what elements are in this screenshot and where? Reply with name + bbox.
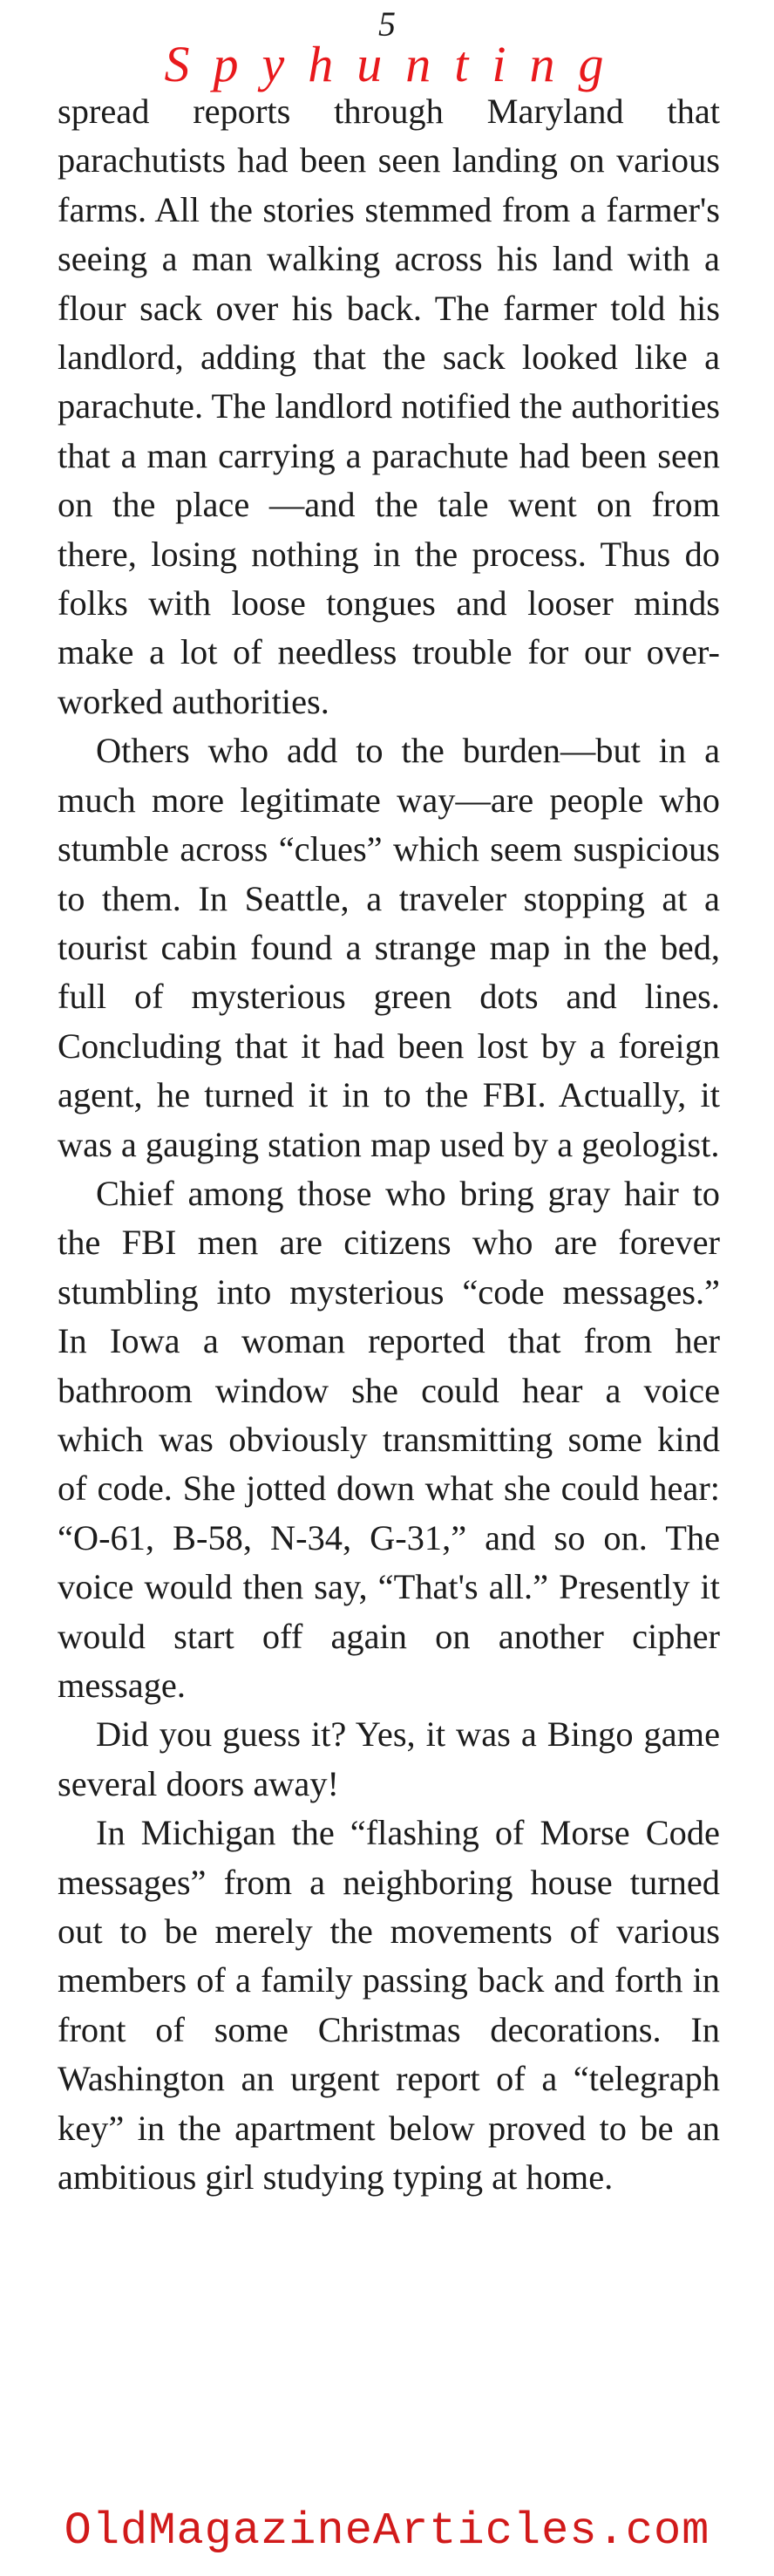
paragraph-5: In Michigan the “flashing of Morse Code messages” from a neighboring house turned out to be merely the movements of various members of a family passing back and forth in front of some Christmas decorations. In Washington an urgent report of a “telegraph key” in the apartment below proved to be an ambitious girl studying typing at home.	[58, 1813, 720, 2198]
paragraph-4: Did you guess it? Yes, it was a Bingo game several doors away!	[58, 1714, 720, 1803]
article-title: Spyhunting	[164, 36, 628, 92]
page-number: 5	[378, 4, 396, 44]
site-watermark: OldMagazineArticles.com	[64, 2505, 710, 2557]
paragraph-3: Chief among those who bring gray hair to the FBI men are citizens who are forever stumbling into mysterious “code messages.” In Iowa a woman reported that from her bathroom window she could hear a voice which was obviously transmitting some kind of code. She jotted down what she could hear: “O-61, B-58, N-34, G-31,” and so on. The voice would then say, “That's all.” Presently it would start off again on another cipher message.	[58, 1173, 720, 1705]
paragraph-1: spread reports through Maryland that parachutists had been seen landing on various farms. All the stories stemmed from a farmer's seeing a man walking across his land with a flour sack over his back. The farmer told his landlord, adding that the sack looked like a parachute. The landlord notified the authorities that a man carrying a parachute had been seen on the place —and the tale went on from there, losing nothing in the process. Thus do folks with loose tongues and looser minds make a lot of needless trouble for our over-worked authorities.	[58, 92, 720, 721]
paragraph-2: Others who add to the burden—but in a much more legitimate way—are people who stumble across “clues” which seem suspicious to them. In Seattle, a traveler stopping at a tourist cabin found a strange map in the bed, full of mysterious green dots and lines. Concluding that it had been lost by a foreign agent, he turned it in to the FBI. Actually, it was a gauging station map used by a geologist.	[58, 731, 720, 1164]
article-body	[58, 87, 720, 2202]
